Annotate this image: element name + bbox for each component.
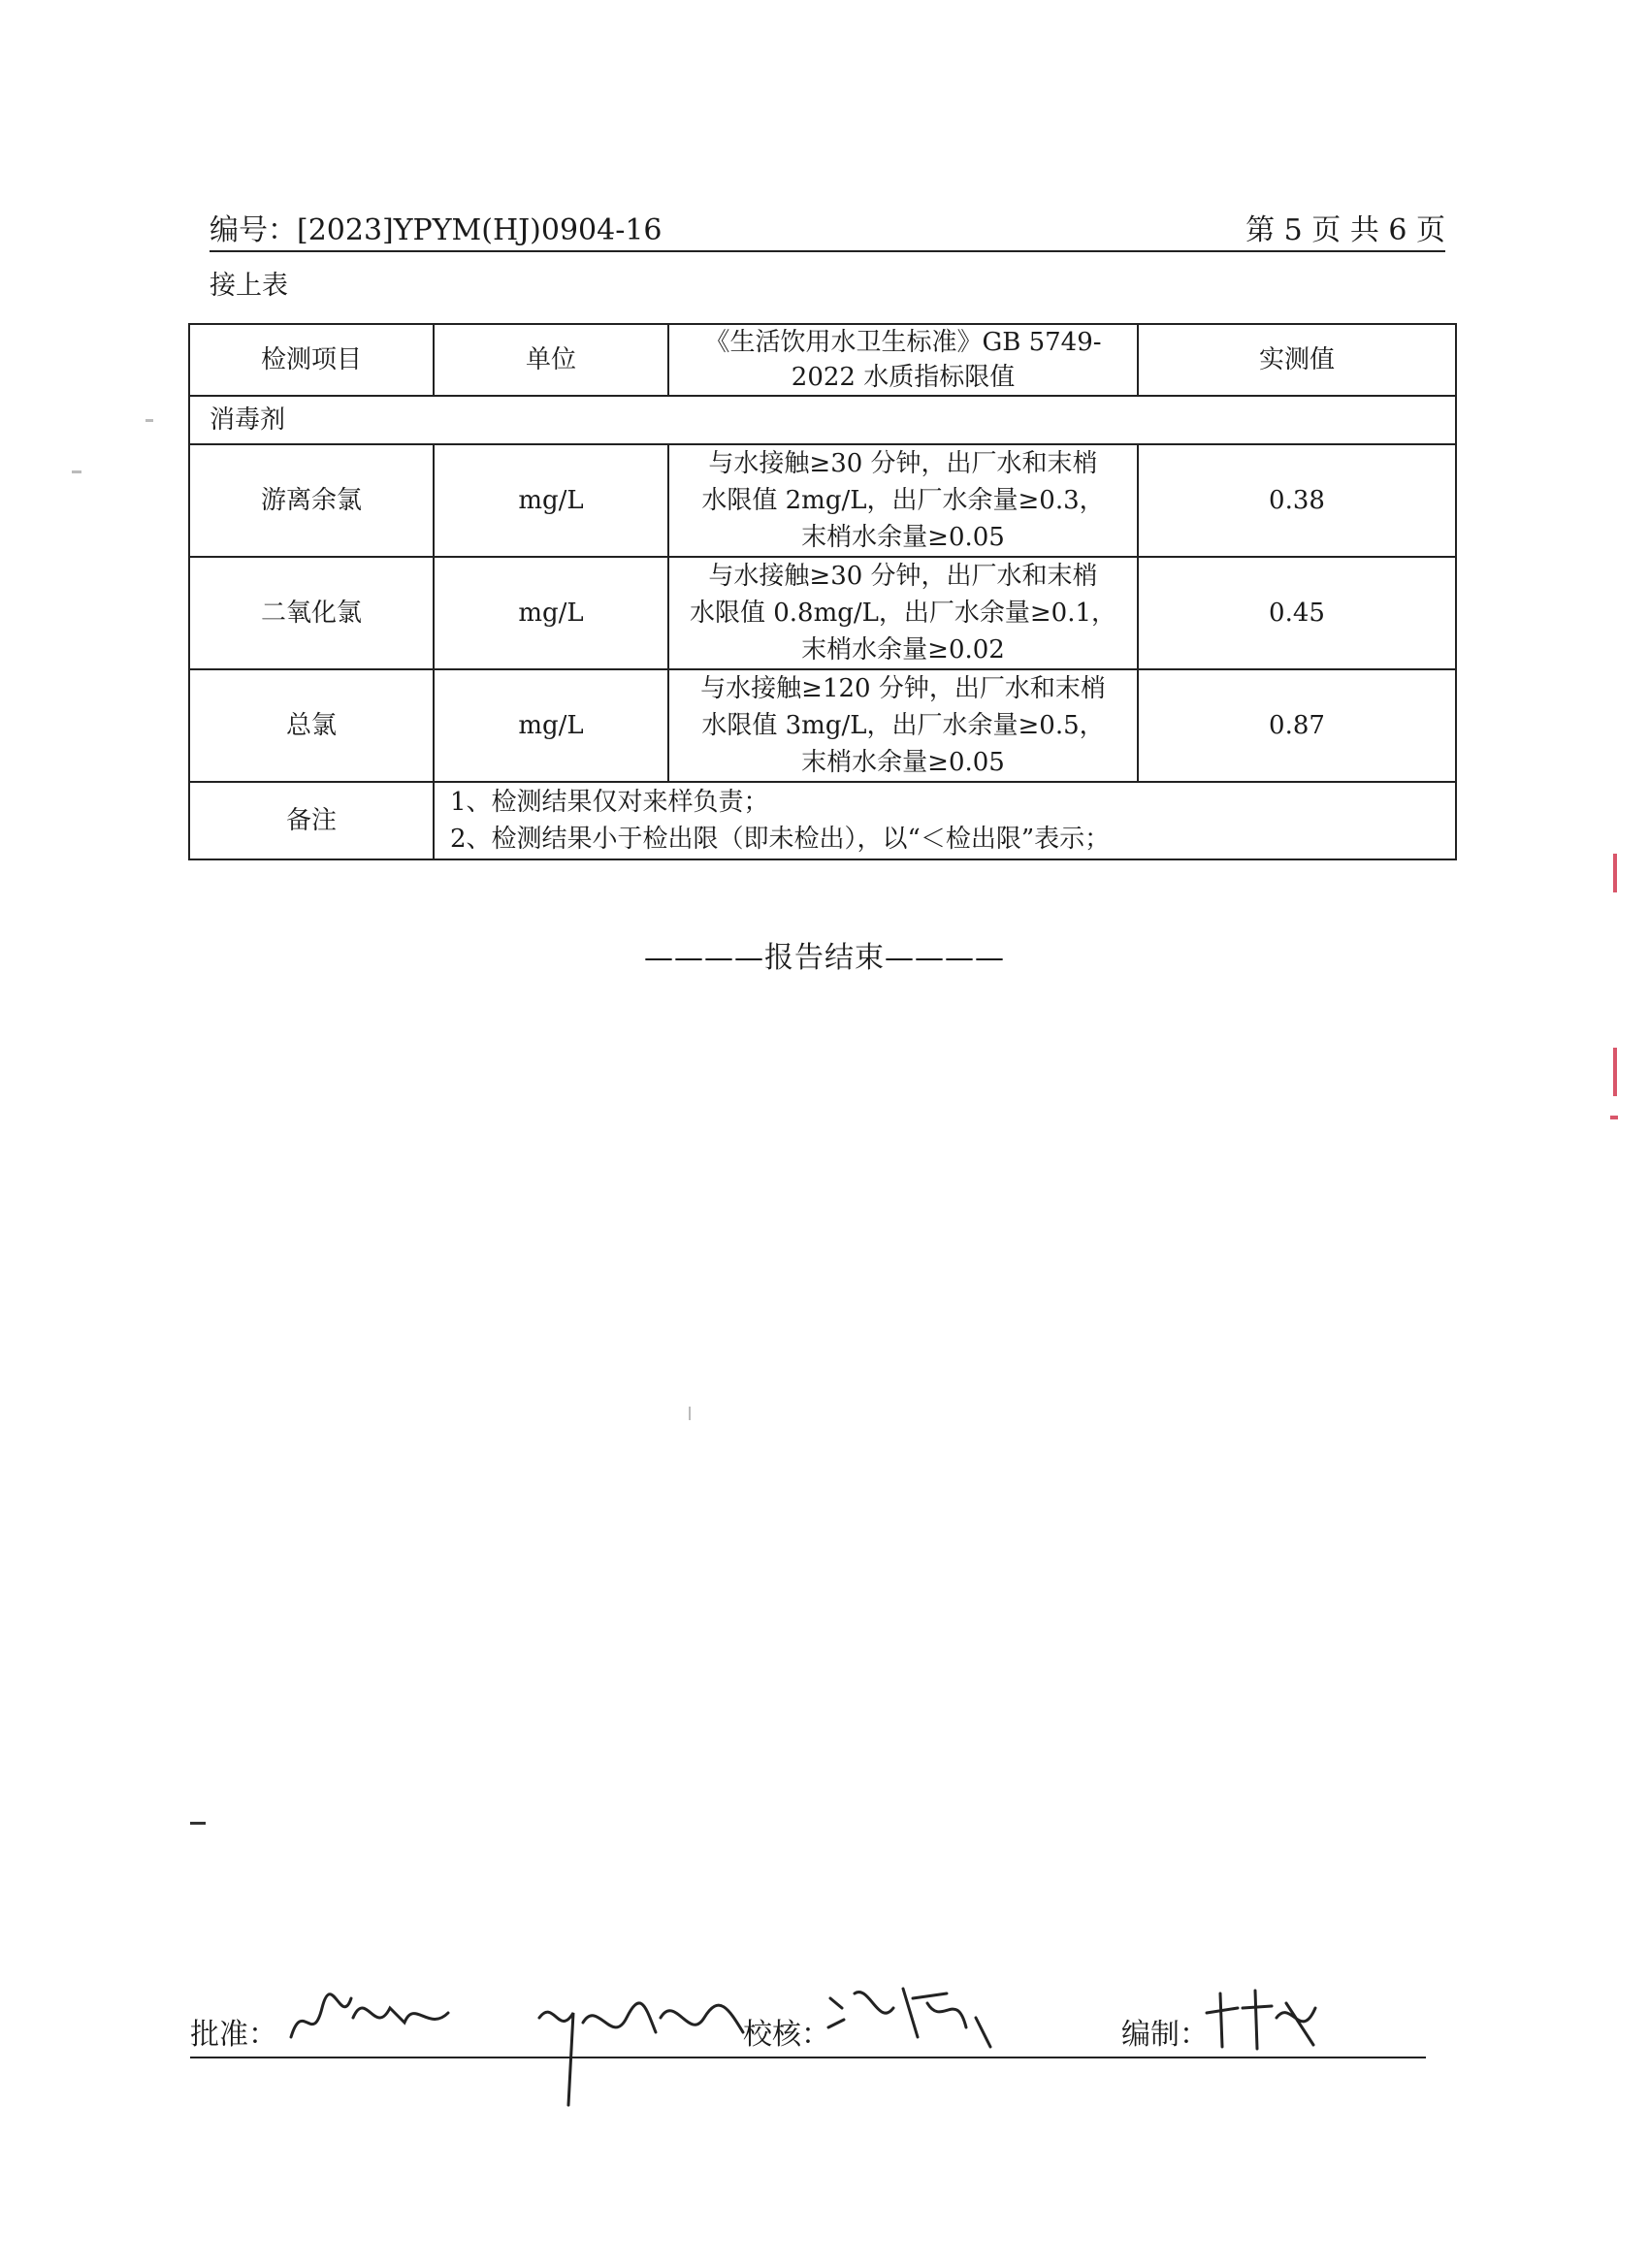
approve-signature-2 [530,1979,753,2115]
item-limit [668,444,1138,557]
notes-content [434,782,1456,859]
limit-line: 与水接触≥30 分钟，出厂水和末梢 [708,562,1098,591]
scan-speck [190,1822,206,1825]
limit-line: 水限值 3mg/L，出厂水余量≥0.5， [701,711,1105,740]
item-name: 游离余氯 [189,444,434,557]
table-header-row [189,324,1456,396]
section-row [189,396,1456,444]
note-line: 1、检测结果仅对来样负责； [450,788,769,817]
document-number: 编号：[2023]YPYM(HJ)0904-16 [210,213,663,247]
item-limit [668,557,1138,669]
column-header-unit: 单位 [434,324,668,396]
review-signature [821,1969,1015,2057]
item-unit: mg/L [434,444,668,557]
item-measured: 0.45 [1138,557,1456,669]
scan-speck [72,470,81,473]
item-unit: mg/L [434,669,668,782]
column-header-measured: 实测值 [1138,324,1456,396]
limit-line: 与水接触≥120 分钟，出厂水和末梢 [700,674,1106,703]
item-unit: mg/L [434,557,668,669]
continued-label: 接上表 [210,271,288,301]
note-line: 2、检测结果小于检出限（即未检出），以“＜检出限”表示； [450,825,1111,854]
review-label: 校核： [743,2018,830,2052]
report-end-marker: ————报告结束———— [644,941,1005,975]
stamp-edge-mark [1613,1048,1617,1096]
compile-label: 编制： [1121,2018,1209,2052]
results-table [188,323,1457,860]
notes-label: 备注 [189,782,434,859]
limit-line: 末梢水余量≥0.02 [801,635,1005,664]
item-measured: 0.87 [1138,669,1456,782]
stamp-edge-mark [1610,1116,1618,1119]
item-name: 总氯 [189,669,434,782]
limit-line: 与水接触≥30 分钟，出厂水和末梢 [708,449,1098,478]
signature-area [190,1969,1426,2058]
limit-line: 水限值 0.8mg/L，出厂水余量≥0.1， [689,599,1117,628]
compile-signature [1199,1979,1325,2057]
scan-speck [689,1407,691,1420]
item-limit [668,669,1138,782]
scan-speck [146,419,153,422]
item-measured: 0.38 [1138,444,1456,557]
approve-label: 批准： [190,2018,277,2052]
limit-line: 末梢水余量≥0.05 [801,748,1005,777]
section-title: 消毒剂 [189,396,1456,444]
limit-line: 末梢水余量≥0.05 [801,523,1005,552]
limit-line: 水限值 2mg/L，出厂水余量≥0.3， [701,486,1105,515]
table-row [189,444,1456,557]
stamp-edge-mark [1613,854,1617,892]
report-header [210,208,1445,252]
page-number: 第 5 页 共 6 页 [1245,213,1445,247]
item-name: 二氧化氯 [189,557,434,669]
table-row [189,557,1456,669]
column-header-standard-limit: 《生活饮用水卫生标准》GB 5749-2022 水质指标限值 [668,324,1138,396]
approve-signature-1 [283,1979,458,2057]
column-header-item: 检测项目 [189,324,434,396]
notes-row [189,782,1456,859]
table-row [189,669,1456,782]
